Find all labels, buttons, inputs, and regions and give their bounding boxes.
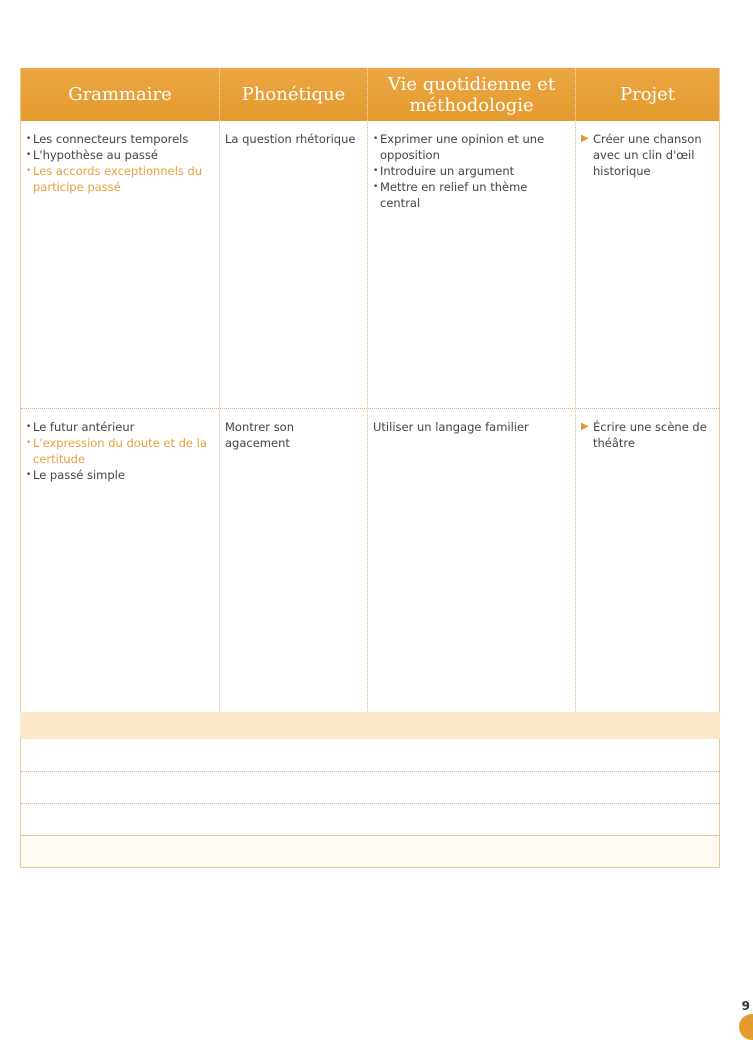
list-item: • Les connecteurs temporels — [26, 131, 214, 147]
skills-text: Utiliser un langage familier — [373, 420, 529, 434]
cell-vie-quotidienne — [368, 121, 576, 408]
empty-row — [21, 739, 719, 772]
cell-phonetique — [220, 409, 368, 712]
list-item: • L'hypothèse au passé — [26, 147, 214, 163]
project-item — [581, 419, 714, 451]
header-vie-quotidienne: Vie quotidienne et méthodologie — [368, 68, 576, 121]
list-item: • Mettre en relief un thème central — [373, 179, 570, 211]
page-number: 9 — [741, 999, 750, 1013]
phonetics-text: La question rhétorique — [225, 132, 356, 146]
grammar-list — [26, 131, 214, 195]
triangle-right-icon: ▶ — [581, 421, 589, 432]
header-phonetique: Phonétique — [220, 68, 368, 121]
lower-table — [20, 739, 720, 868]
phonetics-text: Montrer son agacement — [225, 420, 295, 450]
list-item-highlight: • Les accords exceptionnels du participe passé — [26, 163, 214, 195]
header-grammaire: Grammaire — [21, 68, 220, 121]
table-row — [21, 409, 719, 712]
cell-phonetique — [220, 121, 368, 408]
empty-row — [21, 771, 719, 804]
cell-grammaire — [21, 121, 220, 408]
section-band — [20, 712, 720, 739]
cell-projet — [576, 121, 719, 408]
empty-row — [21, 803, 719, 836]
list-item: • Introduire un argument — [373, 163, 570, 179]
project-text: Écrire une scène de théâtre — [593, 420, 707, 450]
empty-row — [21, 836, 719, 867]
table-header — [21, 68, 719, 121]
project-item — [581, 131, 714, 179]
skills-list — [373, 131, 570, 211]
page-tab-marker — [739, 1014, 753, 1040]
list-item: • Exprimer une opinion et une opposition — [373, 131, 570, 163]
triangle-right-icon: ▶ — [581, 133, 589, 144]
grammar-list — [26, 419, 214, 483]
header-projet: Projet — [619, 84, 676, 105]
cell-grammaire — [21, 409, 220, 712]
project-text: Créer une chanson avec un clin d'œil historique — [593, 132, 702, 178]
contents-table — [20, 68, 720, 712]
list-item: • Le passé simple — [26, 467, 214, 483]
cell-vie-quotidienne — [368, 409, 576, 712]
list-item: • Le futur antérieur — [26, 419, 214, 435]
table-row — [21, 121, 719, 409]
list-item-highlight: • L'expression du doute et de la certitude — [26, 435, 214, 467]
cell-projet — [576, 409, 719, 712]
